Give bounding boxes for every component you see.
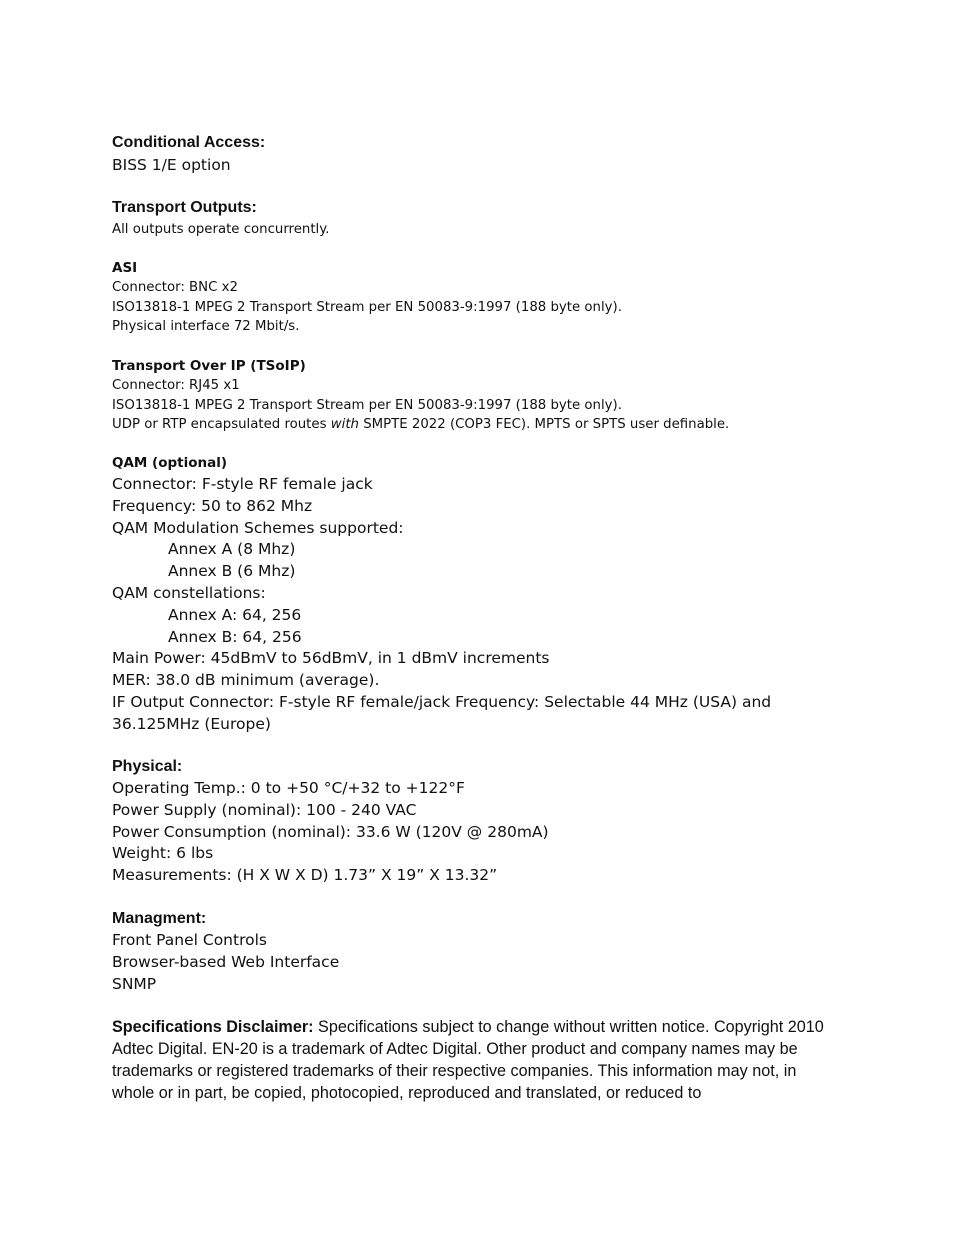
transport-outputs-note: All outputs operate concurrently. [112, 222, 330, 237]
physical-line: Power Supply (nominal): 100 - 240 VAC [112, 800, 417, 819]
tsoip-udp-prefix: UDP or RTP encapsulated routes [112, 417, 331, 433]
qam-specs [112, 474, 812, 736]
specifications-disclaimer [112, 1016, 842, 1104]
asi-line: Connector: BNC x2 [112, 280, 238, 295]
physical-line: Operating Temp.: 0 to +50 °C/+32 to +122°F [112, 779, 465, 797]
asi-line: ISO13818-1 MPEG 2 Transport Stream per EN 50083-9:1997 (188 byte only). [112, 299, 622, 315]
qam-scheme-a: Annex A (8 Mhz) [168, 540, 296, 559]
management-line: SNMP [112, 974, 157, 993]
disclaimer-heading: Specifications Disclaimer: [112, 1018, 314, 1036]
physical-line: Weight: 6 lbs [112, 844, 214, 863]
conditional-access-heading: Conditional Access: [112, 134, 266, 151]
management-heading: Managment: [112, 910, 207, 927]
tsoip-line: ISO13818-1 MPEG 2 Transport Stream per EN 50083-9:1997 (188 byte only). [112, 397, 622, 413]
physical-specs [112, 778, 549, 887]
tsoip-heading: Transport Over IP (TSoIP) [112, 358, 306, 374]
tsoip-udp-line [112, 415, 729, 435]
qam-frequency: Frequency: 50 to 862 Mhz [112, 496, 313, 515]
physical-line: Measurements: (H X W X D) 1.73” X 19” X 13.32” [112, 866, 498, 885]
conditional-access-value: BISS 1/E option [112, 156, 231, 174]
tsoip-udp-italic: with [330, 417, 359, 433]
qam-connector: Connector: F-style RF female jack [112, 475, 373, 493]
qam-const-a: Annex A: 64, 256 [168, 605, 302, 624]
management-line: Browser-based Web Interface [112, 952, 340, 971]
qam-scheme-b: Annex B (6 Mhz) [168, 562, 296, 581]
physical-heading: Physical: [112, 758, 183, 775]
physical-line: Power Consumption (nominal): 33.6 W (120V @ 280mA) [112, 822, 549, 841]
management-line: Front Panel Controls [112, 931, 267, 949]
qam-main-power: Main Power: 45dBmV to 56dBmV, in 1 dBmV increments [112, 649, 550, 668]
qam-heading: QAM (optional) [112, 455, 228, 471]
asi-line: Physical interface 72 Mbit/s. [112, 319, 300, 335]
qam-constellations-label: QAM constellations: [112, 583, 266, 602]
qam-schemes-label: QAM Modulation Schemes supported: [112, 518, 404, 537]
tsoip-udp-suffix: SMPTE 2022 (COP3 FEC). MPTS or SPTS user definable. [358, 417, 730, 433]
tsoip-line: Connector: RJ45 x1 [112, 378, 240, 393]
tsoip-specs [112, 376, 729, 435]
qam-if-output: IF Output Connector: F-style RF female/jack Frequency: Selectable 44 MHz (USA) and 36.125MHz (Europe) [112, 692, 772, 733]
asi-specs [112, 278, 622, 337]
qam-const-b: Annex B: 64, 256 [168, 627, 302, 646]
management-specs [112, 930, 339, 995]
disclaimer-text: Specifications subject to change without written notice. Copyright 2010 Adtec Digital. EN-20 is a trademark of Adtec Digital. Other product and company names may be trademarks or registered trademarks of their respective companies. This information may not, in whole or in part, be copied, photocopied, reproduced and translated, or reduced to [112, 1018, 824, 1102]
asi-heading: ASI [112, 260, 138, 276]
qam-mer: MER: 38.0 dB minimum (average). [112, 671, 380, 690]
transport-outputs-heading: Transport Outputs: [112, 199, 257, 216]
